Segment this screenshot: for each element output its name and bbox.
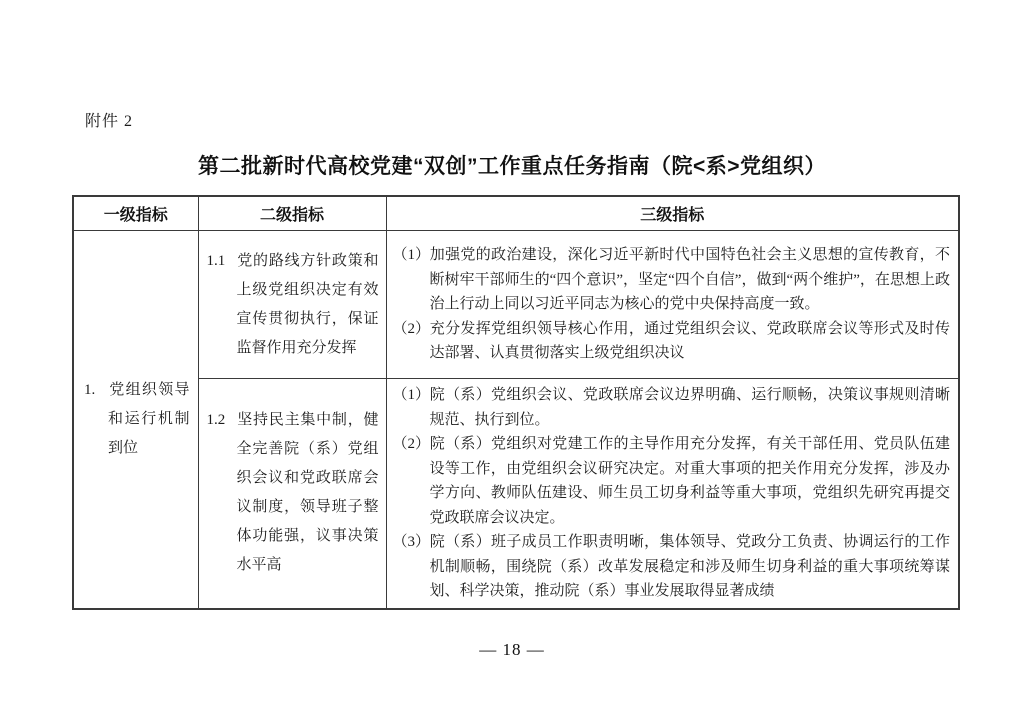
column-header-level2: 二级指标	[198, 196, 386, 231]
item-text: 加强党的政治建设，深化习近平新时代中国特色社会主义思想的宣传教育，不断树牢干部师生的“四个意识”，坚定“四个自信”，做到“两个维护”，在思想上政治上行动上同以习近平同志为核心的党中央保持高度一致。	[429, 247, 950, 313]
level3-indicator-cell-1-2	[386, 379, 959, 609]
table-row	[73, 231, 959, 379]
level1-number: 1.	[84, 381, 96, 398]
item-text: 院（系）党组织对党建工作的主导作用充分发挥，有关干部任用、党员队伍建设等工作，由党组织会议研究决定。对重大事项的把关作用充分发挥，涉及办学方向、教师队伍建设、师生员工切身利益等重大事项，党组织先研究再提交党政联席会议决定。	[429, 436, 950, 526]
attachment-label: 附件 2	[85, 113, 134, 130]
level2-text: 坚持民主集中制，健全完善院（系）党组织会议和党政联席会议制度，领导班子整体功能强，议事决策水平高	[236, 412, 379, 574]
level2-indicator	[199, 406, 386, 580]
item-text: 院（系）班子成员工作职责明晰，集体领导、党政分工负责、协调运行的工作机制顺畅，围绕院（系）改革发展稳定和涉及师生切身利益的重大事项统筹谋划、科学决策，推动院（系）事业发展取得显著成绩	[429, 534, 950, 599]
level3-item	[393, 432, 951, 530]
level2-number: 1.1	[206, 252, 226, 269]
level2-number: 1.2	[206, 412, 226, 429]
column-header-level1: 一级指标	[73, 196, 198, 231]
level3-item	[393, 530, 951, 604]
level1-indicator	[74, 376, 198, 463]
table-row	[73, 379, 959, 609]
item-text: 充分发挥党组织领导核心作用，通过党组织会议、党政联席会议等形式及时传达部署、认真贯彻落实上级党组织决议	[429, 320, 950, 362]
level3-item	[393, 243, 951, 317]
item-number: （2）	[392, 436, 431, 452]
level3-indicator-cell-1-1	[386, 231, 959, 379]
item-number: （2）	[392, 320, 431, 337]
level3-item	[393, 383, 951, 432]
level2-text: 党的路线方针政策和上级党组织决定有效宣传贯彻执行，保证监督作用充分发挥	[236, 252, 379, 356]
level1-text: 党组织领导和运行机制到位	[108, 381, 190, 456]
item-number: （1）	[392, 247, 431, 264]
item-text: 院（系）党组织会议、党政联席会议边界明确、运行顺畅，决策议事规则清晰规范、执行到位。	[429, 387, 950, 428]
level2-indicator-cell-1-2	[198, 379, 386, 609]
column-header-level3: 三级指标	[386, 196, 959, 231]
indicators-table	[72, 195, 960, 610]
level1-indicator-cell	[73, 231, 198, 609]
page-title: 第二批新时代高校党建“双创”工作重点任务指南（院<系>党组织）	[197, 155, 827, 178]
table-header-row	[73, 196, 959, 231]
page-number: — 18 —	[479, 640, 545, 659]
level3-item	[393, 317, 951, 366]
item-number: （3）	[392, 534, 431, 550]
item-number: （1）	[392, 387, 431, 403]
level2-indicator-cell-1-1	[198, 231, 386, 379]
level2-indicator	[199, 247, 386, 363]
